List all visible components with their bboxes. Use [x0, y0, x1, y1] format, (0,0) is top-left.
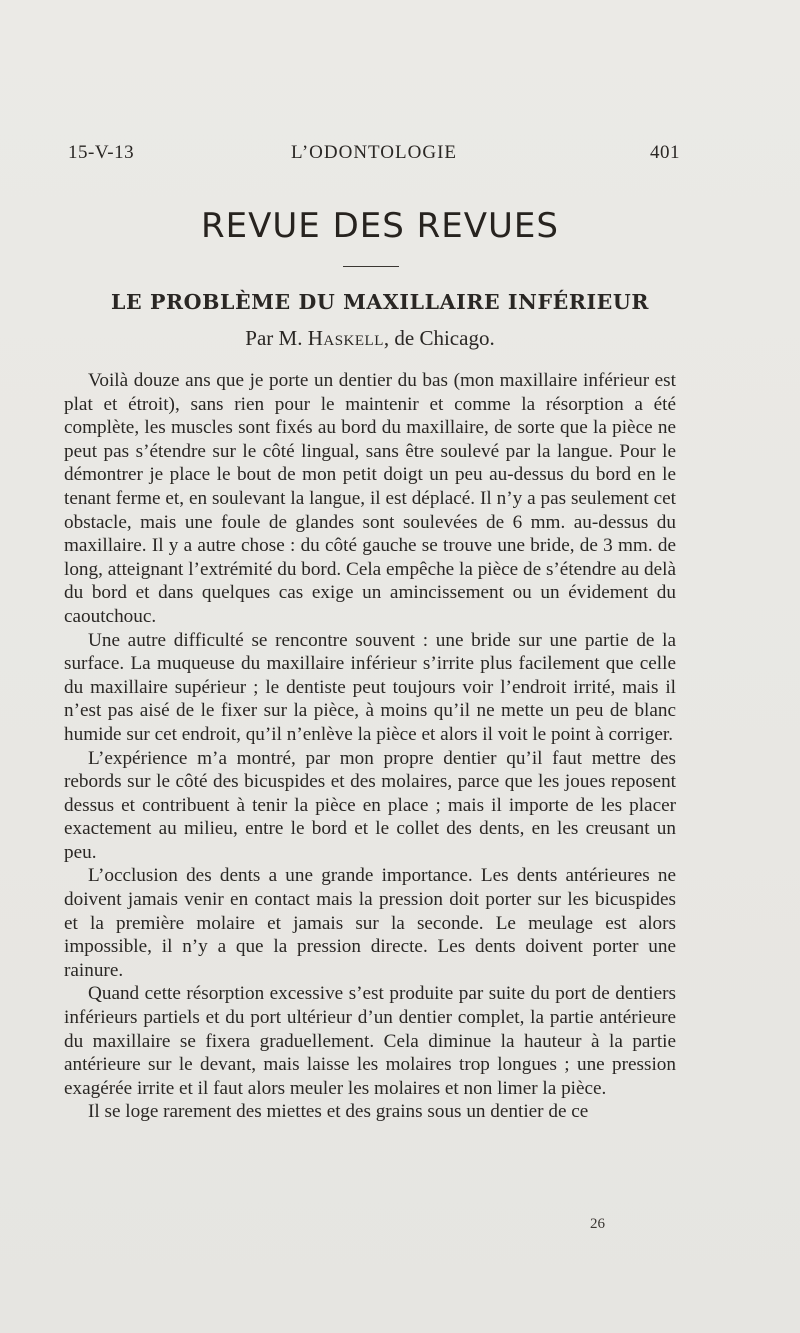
paragraph: L’expérience m’a montré, par mon propre dentier qu’il faut mettre des rebords sur le côté des bicuspides et des molaires, parce que les joues reposent dessus et contribuent à tenir la pièce en place ; mais il importe de les placer exactement au milieu, entre le bord et le collet des dents, en les creusant un peu. — [64, 747, 676, 863]
article-title: LE PROBLÈME DU MAXILLAIRE INFÉRIEUR — [111, 290, 649, 314]
running-header — [68, 142, 680, 172]
paragraph: Voilà douze ans que je porte un dentier du bas (mon maxillaire inférieur est plat et étroit), sans rien pour le maintenir et comme la résorption a été complète, les muscles sont fixés au bord du maxillaire, de sorte que la pièce ne peut pas s’étendre sur le côté lingual, sans être soulevé par la langue. Pour le démontrer je place le bout de mon petit doigt un peu au-dessus du bord en le tenant ferme et, en soulevant la langue, il est déplacé. Il n’y a pas seulement cet obstacle, mais une foule de glandes sont soulevées de 6 mm. au-dessus du maxillaire. Il y a autre chose : du côté gauche se trouve une bride, de 3 mm. de long, atteignant l’extrémité du bord. Cela empêche la pièce de s’étendre au delà du bord et dans quelques cas exige un amincissement ou un évidement du caoutchouc. — [64, 370, 676, 627]
byline-suffix: , de Chicago. — [383, 326, 495, 350]
section-title: REVUE DES REVUES — [201, 206, 559, 246]
article-body — [64, 369, 676, 1124]
paragraph: Une autre difficulté se rencontre souvent : une bride sur une partie de la surface. La muqueuse du maxillaire inférieur s’irrite plus facilement que celle du maxillaire supérieur ; le dentiste peut toujours voir l’endroit irrité, mais il n’est pas aisé de le fixer sur la pièce, à moins qu’il ne mette un peu de blanc humide sur cet endroit, qu’il n’enlève la pièce et alors il voit le point à corriger. — [64, 629, 676, 745]
journal-title: L’ODONTOLOGIE — [290, 142, 458, 163]
page-number: 401 — [650, 142, 680, 163]
signature-mark: 26 — [590, 1216, 605, 1232]
title-divider — [343, 266, 399, 267]
paragraph: L’occlusion des dents a une grande importance. Les dents antérieures ne doivent jamais venir en contact mais la pression doit porter sur les bicuspides et la première molaire et jamais sur la seconde. Le meulage est alors impossible, il n’y a que la pression directe. Les dents doivent porter une rainure. — [64, 865, 676, 981]
byline-author: Haskell — [307, 326, 384, 350]
byline — [0, 326, 740, 351]
issue-date: 15-V-13 — [68, 142, 135, 163]
paragraph: Il se loge rarement des miettes et des grains sous un dentier de ce — [88, 1101, 589, 1123]
byline-prefix: Par M. — [245, 326, 303, 350]
paragraph: Quand cette résorption excessive s’est produite par suite du port de dentiers inférieurs partiels et du port ultérieur d’un dentier complet, la partie antérieure du maxillaire se fixera graduellement. Cela diminue la hauteur à la partie antérieure sur le devant, mais laisse les molaires trop longues ; une pression exagérée irrite et il faut alors meuler les molaires et non limer la pièce. — [64, 983, 676, 1099]
